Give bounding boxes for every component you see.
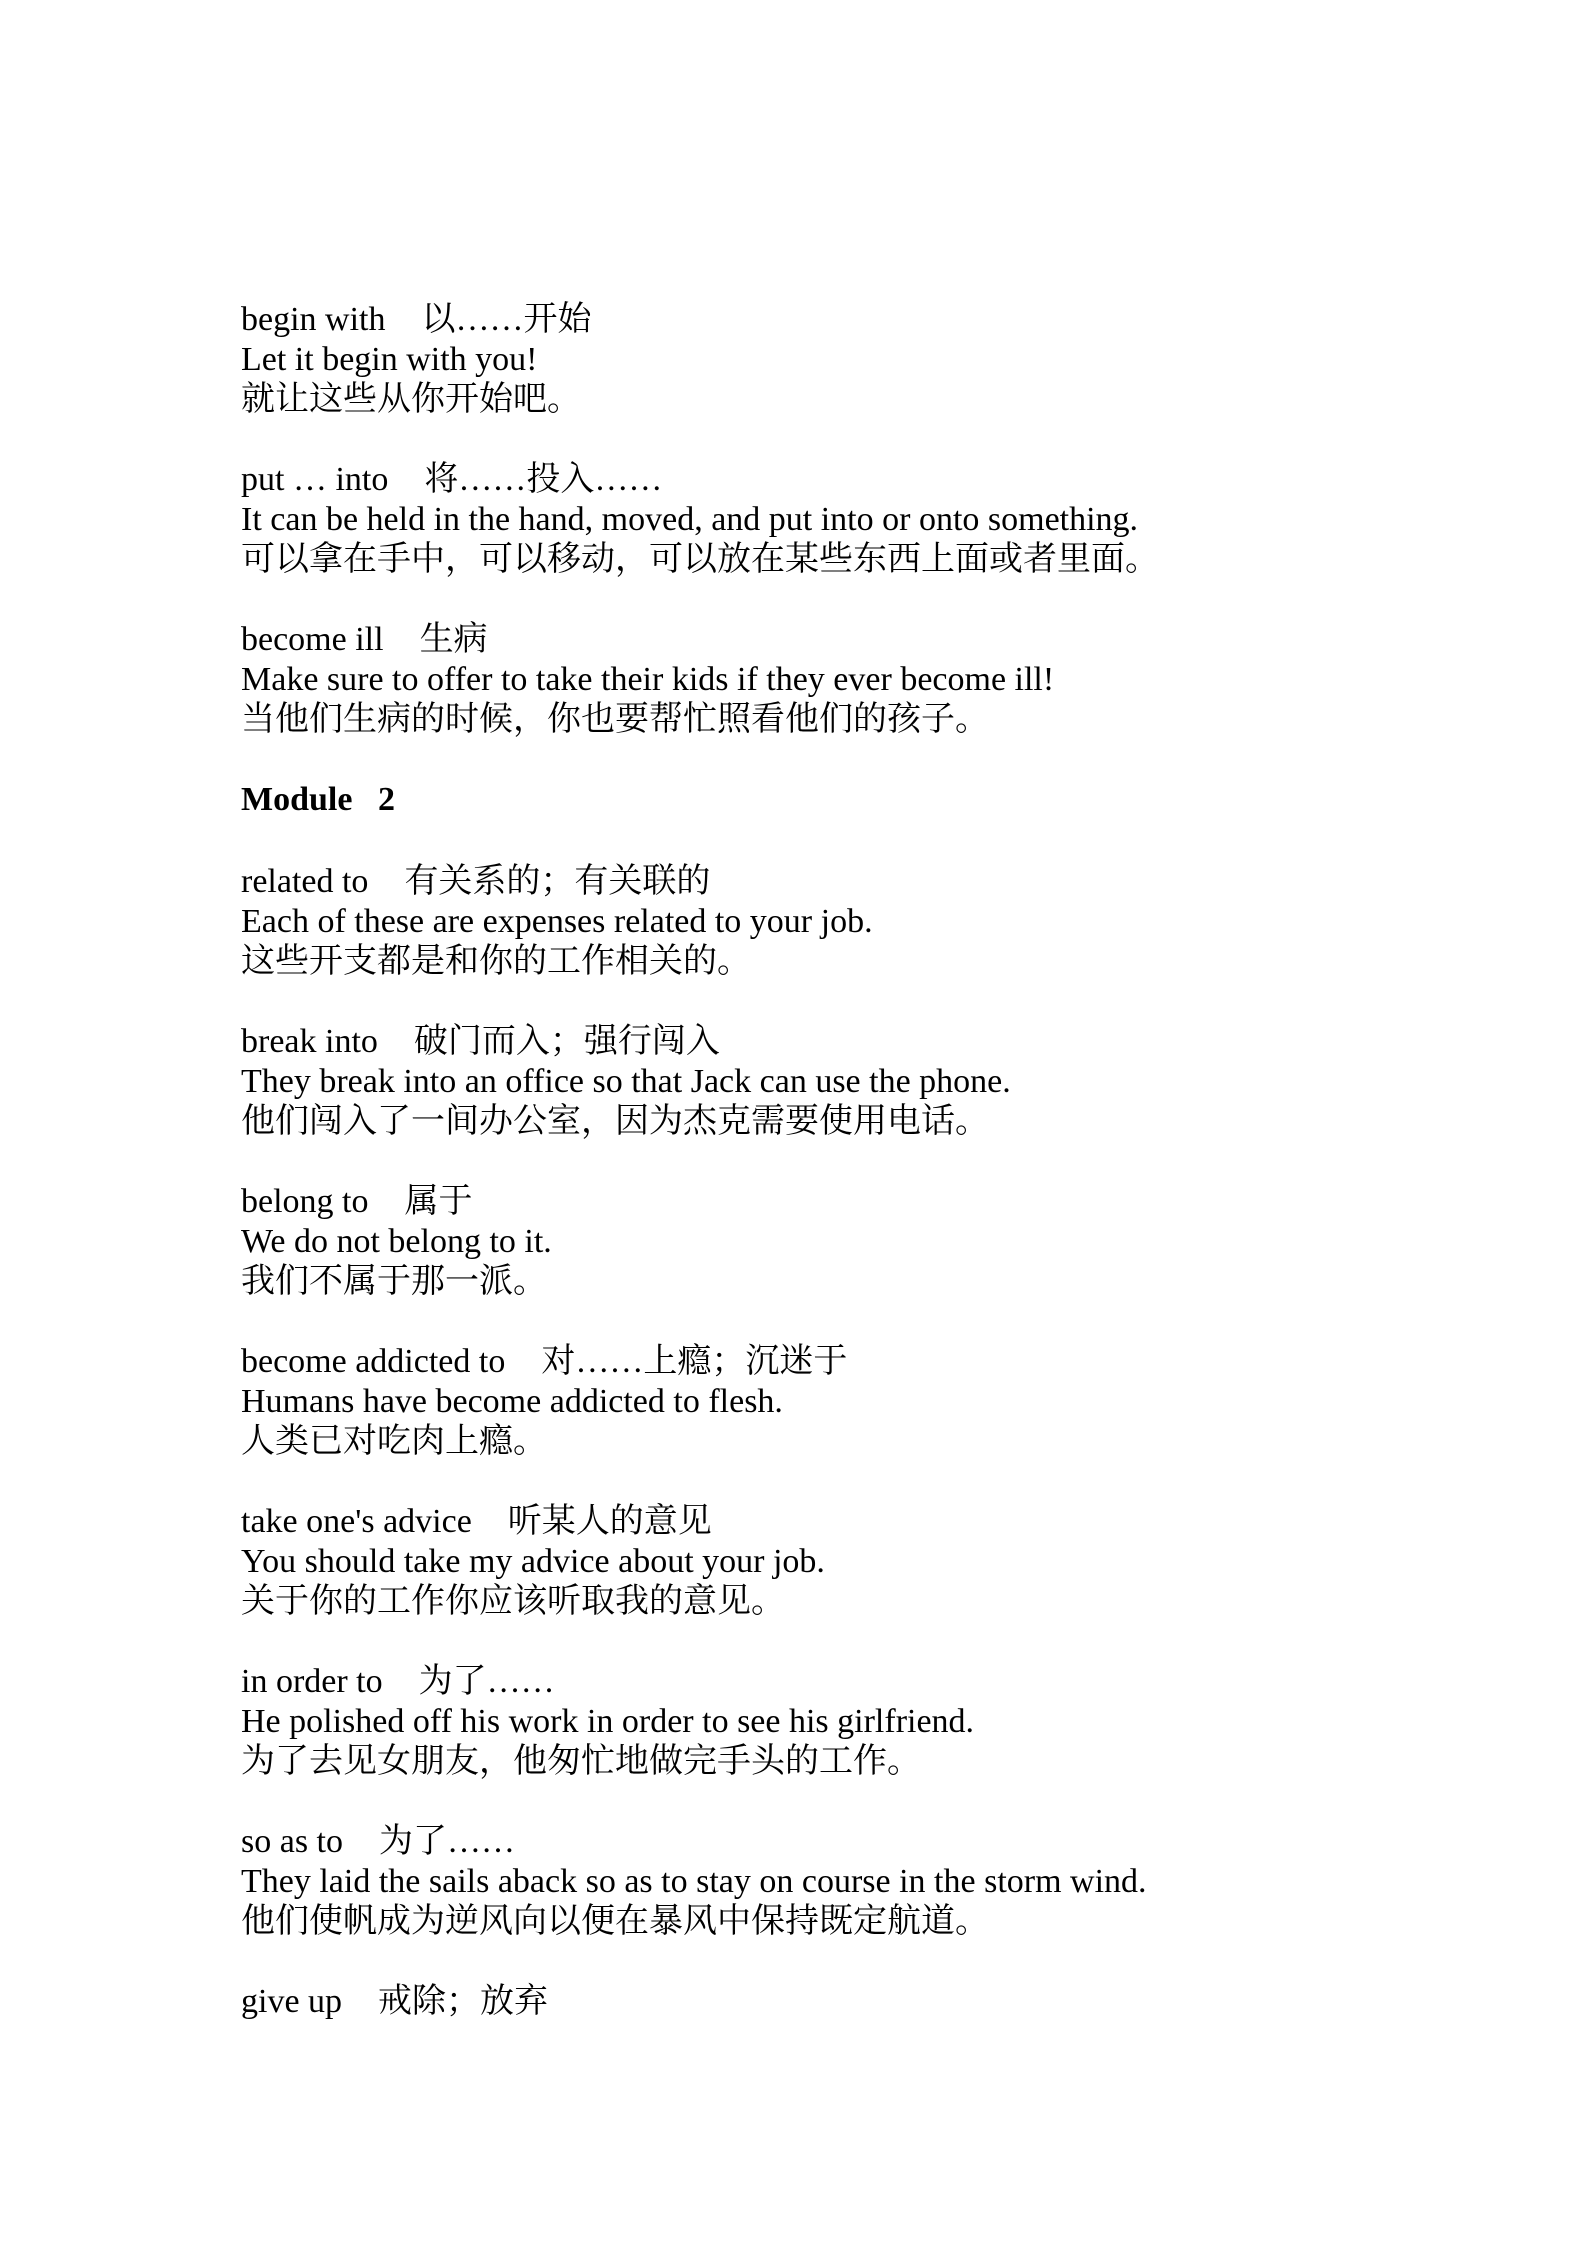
phrase-term: related to [241,863,369,900]
phrase-meaning: 有关系的；有关联的 [404,863,711,900]
phrase-meaning: 以……开始 [421,301,592,338]
phrase-row [241,620,1391,660]
phrase-term: become addicted to [241,1343,506,1380]
example-sentence-zh: 人类已对吃肉上瘾。 [241,1423,547,1460]
example-sentence-zh: 关于你的工作你应该听取我的意见。 [241,1583,785,1620]
vocab-entry [241,1342,1391,1462]
phrase-meaning: 听某人的意见 [507,1503,712,1540]
phrase-meaning: 对……上瘾；沉迷于 [541,1343,848,1380]
vocab-entry [241,1022,1391,1142]
phrase-meaning: 将……投入…… [424,461,663,498]
example-sentence-zh: 当他们生病的时候，你也要帮忙照看他们的孩子。 [241,701,989,738]
phrase-meaning: 为了…… [418,1663,555,1700]
vocab-entry [241,620,1391,740]
example-sentence-en: Humans have become addicted to flesh. [241,1383,783,1420]
vocab-entry [241,1982,1391,2022]
phrase-term: break into [241,1023,378,1060]
phrase-row [241,1662,1391,1702]
phrase-meaning: 破门而入；强行闯入 [413,1023,720,1060]
example-sentence-en: Let it begin with you! [241,341,538,378]
phrase-row [241,862,1391,902]
example-sentence-zh: 就让这些从你开始吧。 [241,381,581,418]
phrase-term: so as to [241,1823,343,1860]
phrase-meaning: 为了…… [379,1823,515,1860]
example-sentence-en: We do not belong to it. [241,1223,552,1260]
vocab-entry [241,460,1391,580]
example-sentence-en: You should take my advice about your job. [241,1543,825,1580]
vocab-entry [241,1662,1391,1782]
example-sentence-en: He polished off his work in order to see his girlfriend. [241,1703,975,1740]
vocabulary-content [241,300,1391,2062]
example-sentence-en: They laid the sails aback so as to stay on course in the storm wind. [241,1863,1147,1900]
phrase-row [241,1022,1391,1062]
vocab-entry [241,1822,1391,1942]
phrase-row [241,1822,1391,1862]
phrase-term: take one's advice [241,1503,472,1540]
phrase-meaning: 生病 [419,621,488,658]
phrase-row [241,1502,1391,1542]
phrase-row [241,1982,1391,2022]
phrase-term: put … into [241,461,389,498]
example-sentence-en: Make sure to offer to take their kids if they ever become ill! [241,661,1055,698]
phrase-row [241,1182,1391,1222]
example-sentence-en: It can be held in the hand, moved, and put into or onto something. [241,501,1139,538]
phrase-row [241,460,1391,500]
example-sentence-en: Each of these are expenses related to your job. [241,903,873,940]
phrase-term: begin with [241,301,386,338]
phrase-row [241,300,1391,340]
phrase-meaning: 戒除；放弃 [378,1983,549,2020]
example-sentence-zh: 他们闯入了一间办公室，因为杰克需要使用电话。 [241,1103,989,1140]
phrase-term: become ill [241,621,384,658]
example-sentence-en: They break into an office so that Jack can use the phone. [241,1063,1011,1100]
phrase-meaning: 属于 [404,1183,473,1220]
phrase-term: belong to [241,1183,369,1220]
example-sentence-zh: 为了去见女朋友，他匆忙地做完手头的工作。 [241,1743,921,1780]
example-sentence-zh: 我们不属于那一派。 [241,1263,547,1300]
phrase-term: give up [241,1983,343,2020]
example-sentence-zh: 可以拿在手中，可以移动，可以放在某些东西上面或者里面。 [241,541,1159,578]
phrase-term: in order to [241,1663,383,1700]
example-sentence-zh: 这些开支都是和你的工作相关的。 [241,943,751,980]
vocab-entry [241,862,1391,982]
module-heading: Module 2 [241,781,395,818]
phrase-row [241,1342,1391,1382]
vocab-entry [241,1182,1391,1302]
example-sentence-zh: 他们使帆成为逆风向以便在暴风中保持既定航道。 [241,1903,989,1940]
vocab-entry [241,1502,1391,1622]
vocab-entry [241,300,1391,420]
